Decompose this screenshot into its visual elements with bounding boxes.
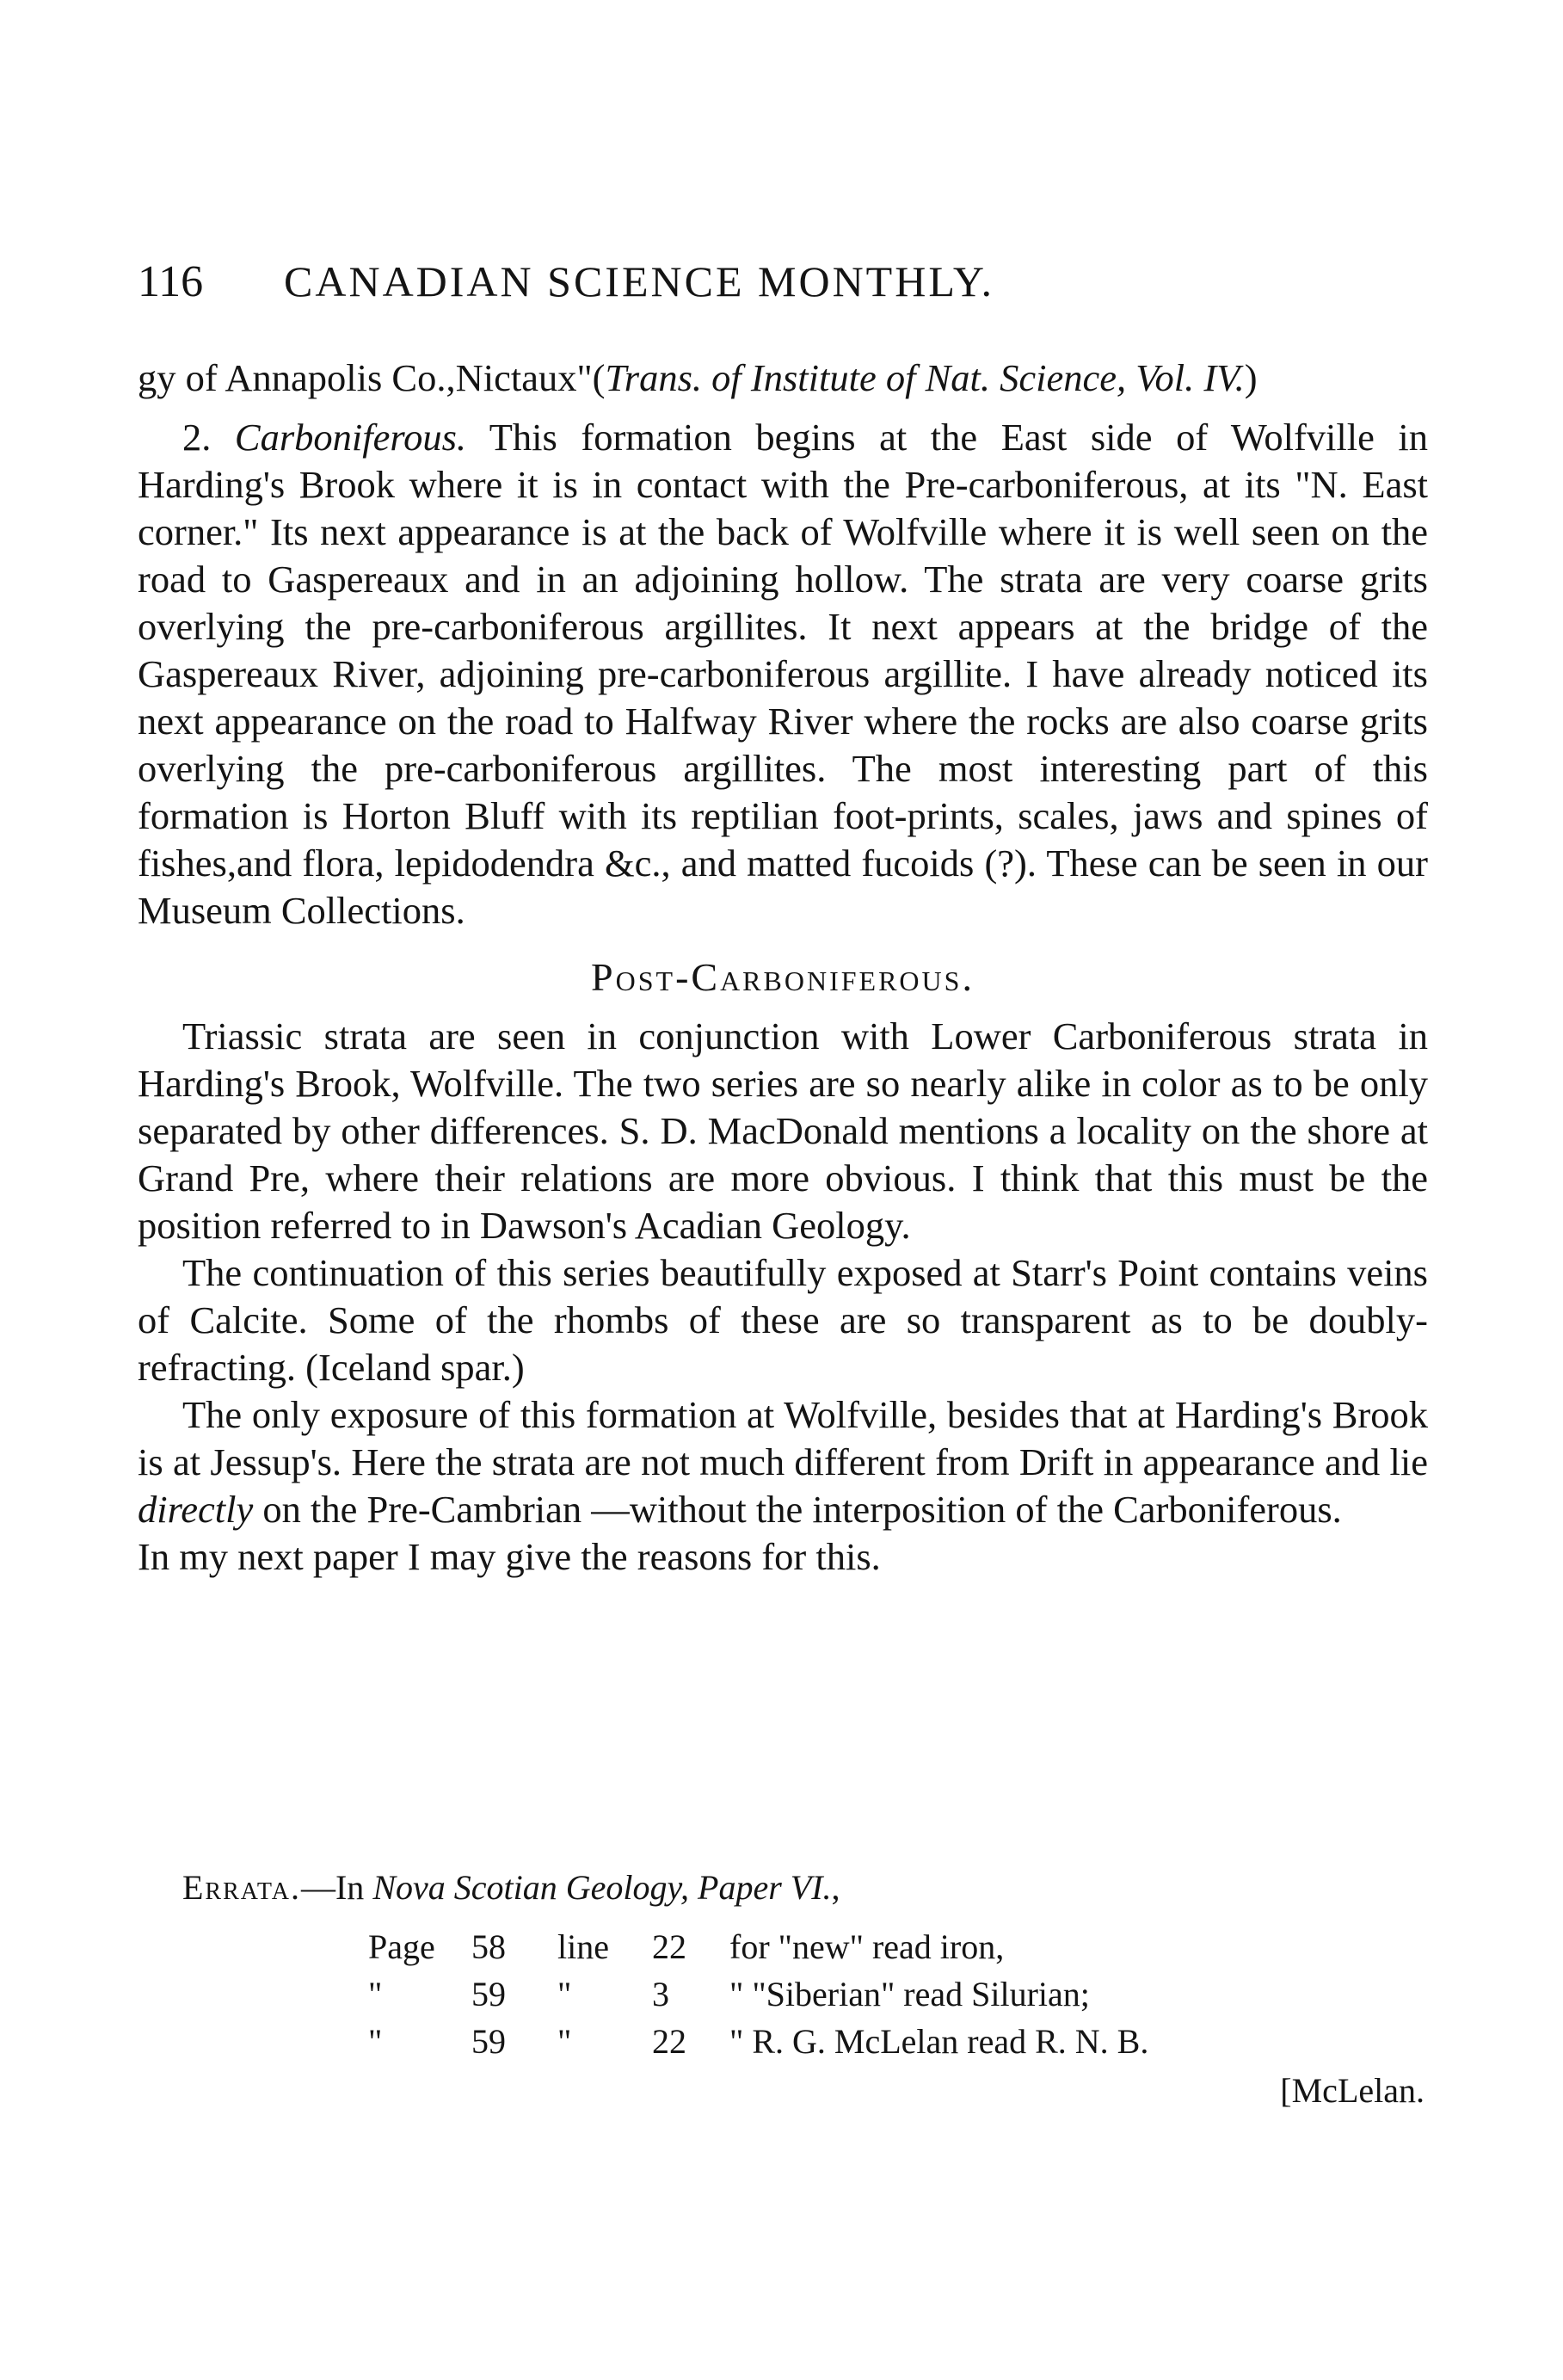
errata-title: Errata.—In Nova Scotian Geology, Paper VI., bbox=[182, 1868, 840, 1907]
body-text bbox=[138, 355, 1428, 1581]
paragraph-exposure: The only exposure of this formation at Wolfville, besides that at Harding's Brook is at Jessup's. Here the strata are not much different from Drift in appearance and lie directly on the Pre-Cambrian —without the interposition of the Carboniferous. bbox=[138, 1393, 1428, 1531]
errata-continuation: [McLelan. bbox=[1280, 2071, 1425, 2110]
errata-row: " 59 " 22 " R. G. McLelan read R. N. B. bbox=[368, 2022, 1149, 2061]
errata-table bbox=[368, 1923, 1332, 2065]
errata-source: Nova Scotian Geology, Paper VI. bbox=[372, 1868, 832, 1907]
paragraph-triassic: Triassic strata are seen in conjunction with Lower Carboniferous strata in Harding's Brook, Wolfville. The two series are so nearly alike in color as to be only separated by other differences. S. D. MacDonald mentions a locality on the shore at Grand Pre, where their relations are more obvious. I think that this must be the position referred to in Dawson's Acadian Geology. bbox=[138, 1014, 1428, 1247]
page-number: 116 bbox=[138, 257, 204, 306]
errata-row: Page 58 line 22 for "new" read iron, bbox=[368, 1927, 1005, 1966]
running-head: CANADIAN SCIENCE MONTHLY. bbox=[284, 257, 995, 305]
paragraph-continuation: The continuation of this series beautifully exposed at Starr's Point contains veins of Calcite. Some of the rhombs of these are so transparent as to be doubly-refracting. (Iceland spar.) bbox=[138, 1251, 1428, 1389]
errata-row: " 59 " 3 " "Siberian" read Silurian; bbox=[368, 1975, 1090, 2013]
paragraph-annapolis: gy of Annapolis Co.,Nictaux"(Trans. of Institute of Nat. Science, Vol. IV.) bbox=[138, 356, 1258, 399]
errata-section bbox=[138, 1867, 1428, 2111]
section-title-carboniferous: Carboniferous. bbox=[234, 416, 467, 459]
paragraph-closing: In my next paper I may give the reasons for this. bbox=[138, 1535, 881, 1578]
section-heading: Post-Carboniferous. bbox=[591, 955, 975, 999]
citation: Trans. of Institute of Nat. Science, Vol. IV. bbox=[605, 356, 1245, 399]
emphasis: directly bbox=[138, 1488, 254, 1531]
paragraph-carboniferous: 2. Carboniferous. This formation begins at the East side of Wolfville in Harding's Brook where it is in contact with the Pre-carboniferous, at its "N. East corner." Its next appearance is at the back of Wolfville where it is well seen on the road to Gaspereaux and in an adjoining hollow. The strata are very coarse grits overlying the pre-carboniferous argillites. It next appears at the bridge of the Gaspereaux River, adjoining pre-carboniferous argillite. I have already noticed its next appearance on the road to Halfway River where the rocks are also coarse grits overlying the pre-carboniferous argillites. The most interesting part of this formation is Horton Bluff with its reptilian foot-prints, scales, jaws and spines of fishes,and flora, lepidodendra &c., and matted fucoids (?). These can be seen in our Museum Collections. bbox=[138, 416, 1429, 932]
page-header bbox=[138, 248, 1434, 317]
errata-label: Errata. bbox=[182, 1868, 301, 1907]
